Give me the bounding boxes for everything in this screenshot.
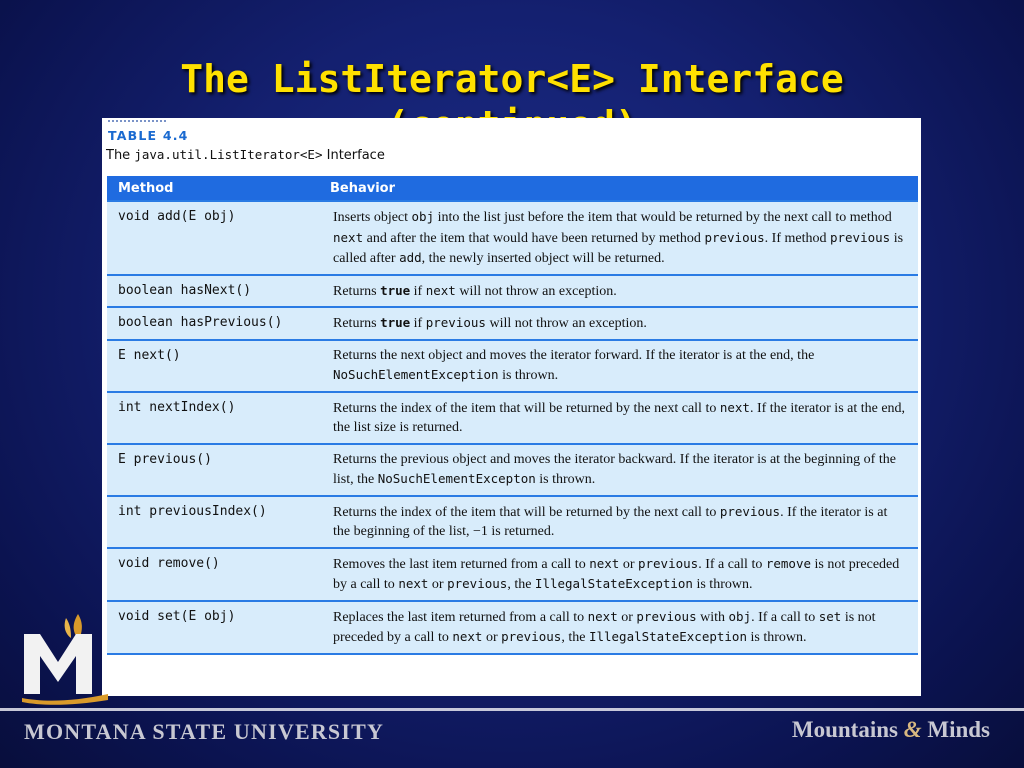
code-term: next bbox=[587, 608, 618, 624]
behavior-cell bbox=[319, 275, 918, 308]
behavior-cell bbox=[319, 444, 918, 496]
caption-code: java.util.ListIterator<E> bbox=[134, 147, 323, 162]
behavior-text: Replaces the last item returned from a call to bbox=[333, 609, 588, 625]
behavior-cell bbox=[319, 548, 918, 601]
code-term: obj bbox=[411, 209, 435, 224]
behavior-cell bbox=[319, 392, 918, 444]
table-row bbox=[107, 340, 918, 392]
behavior-text: will not throw an exception. bbox=[485, 316, 647, 331]
code-term: next bbox=[719, 399, 750, 415]
code-term: add bbox=[399, 250, 422, 265]
method-cell: E previous() bbox=[107, 444, 319, 496]
slide-title-line-1: The ListIterator<E> Interface bbox=[180, 57, 844, 101]
method-table bbox=[107, 176, 918, 655]
code-term: next bbox=[589, 555, 620, 571]
tagline-minds: Minds bbox=[927, 717, 990, 742]
caption-prefix: The bbox=[106, 148, 131, 163]
table-row bbox=[107, 201, 918, 275]
table-row bbox=[107, 275, 918, 308]
footer-tagline bbox=[792, 717, 990, 743]
behavior-text: is thrown. bbox=[498, 368, 559, 383]
table-panel bbox=[102, 118, 921, 696]
behavior-text: . If a call to bbox=[698, 556, 766, 572]
table-row bbox=[107, 444, 918, 496]
table-header-row bbox=[107, 176, 918, 201]
behavior-text: . If the iterator is at the end, the list size is returned. bbox=[333, 400, 906, 435]
behavior-text: if bbox=[410, 283, 426, 299]
code-term: next bbox=[425, 282, 456, 298]
behavior-text: is called after bbox=[333, 230, 904, 266]
code-term: set bbox=[818, 608, 842, 624]
table-row bbox=[107, 496, 918, 548]
behavior-cell bbox=[319, 496, 918, 548]
behavior-text: , the newly inserted object will be returned. bbox=[421, 251, 665, 266]
behavior-text: is thrown. bbox=[746, 630, 807, 645]
footer-divider bbox=[0, 708, 1024, 711]
tagline-ampersand: & bbox=[903, 717, 922, 742]
code-term: previous bbox=[501, 629, 562, 644]
table-number: TABLE 4.4 bbox=[108, 128, 189, 143]
code-term: previous bbox=[829, 229, 891, 245]
caption-suffix: Interface bbox=[326, 148, 385, 163]
behavior-text: is not preceded by a call to bbox=[333, 609, 876, 645]
method-cell: boolean hasPrevious() bbox=[107, 307, 319, 340]
method-cell: E next() bbox=[107, 340, 319, 392]
msu-logo-icon bbox=[22, 606, 112, 706]
code-term: previous bbox=[637, 555, 699, 571]
behavior-text: . If a call to bbox=[751, 609, 819, 625]
behavior-text: will not throw an exception. bbox=[455, 283, 617, 299]
behavior-text: is thrown. bbox=[535, 472, 596, 487]
code-term: remove bbox=[765, 555, 811, 571]
method-cell: void set(E obj) bbox=[107, 601, 319, 654]
behavior-text: Returns the index of the item that will be returned by the next call to bbox=[333, 400, 720, 416]
behavior-text: Removes the last item returned from a call to bbox=[333, 556, 590, 572]
tagline-mountains: Mountains bbox=[791, 717, 898, 742]
behavior-text: . If method bbox=[764, 230, 830, 246]
table-row bbox=[107, 392, 918, 444]
code-term: true bbox=[380, 282, 411, 298]
code-term: NoSuchElementException bbox=[333, 367, 499, 382]
behavior-cell bbox=[319, 601, 918, 654]
method-cell: void remove() bbox=[107, 548, 319, 601]
behavior-text: is thrown. bbox=[692, 577, 753, 592]
code-term: IllegalStateException bbox=[588, 629, 747, 644]
behavior-text: into the list just before the item that would be returned by the next call to method bbox=[434, 210, 892, 225]
behavior-text: Returns bbox=[333, 283, 381, 299]
code-term: next bbox=[398, 576, 429, 591]
behavior-text: Returns the previous object and moves the iterator backward. If the iterator is at the beginning of the list, the bbox=[333, 451, 896, 487]
behavior-text: Returns bbox=[333, 316, 381, 331]
behavior-text: or bbox=[617, 609, 637, 625]
footer-university: MONTANA STATE UNIVERSITY bbox=[24, 719, 385, 744]
behavior-text: with bbox=[696, 609, 729, 625]
code-term: previous bbox=[636, 608, 697, 624]
behavior-text: Returns the index of the item that will be returned by the next call to bbox=[333, 504, 720, 520]
behavior-text: is not preceded by a call to bbox=[333, 556, 900, 592]
header-method: Method bbox=[107, 176, 319, 201]
table-row bbox=[107, 548, 918, 601]
table-row bbox=[107, 601, 918, 654]
behavior-text: or bbox=[482, 630, 502, 645]
method-cell: boolean hasNext() bbox=[107, 275, 319, 308]
dotted-rule bbox=[108, 120, 166, 122]
code-term: previous bbox=[719, 503, 781, 519]
code-term: true bbox=[380, 315, 411, 330]
table-caption bbox=[106, 147, 385, 163]
code-term: next bbox=[452, 629, 483, 644]
code-term: IllegalStateException bbox=[534, 576, 693, 591]
behavior-text: or bbox=[428, 577, 448, 592]
header-behavior: Behavior bbox=[319, 176, 918, 201]
behavior-text: or bbox=[619, 556, 638, 572]
method-cell: int previousIndex() bbox=[107, 496, 319, 548]
behavior-text: and after the item that would have been returned by method bbox=[363, 230, 705, 246]
behavior-text: Inserts object bbox=[333, 210, 412, 225]
code-term: obj bbox=[728, 608, 752, 624]
code-term: previous bbox=[425, 315, 486, 330]
behavior-text: , the bbox=[507, 577, 535, 592]
behavior-cell bbox=[319, 340, 918, 392]
behavior-text: if bbox=[410, 316, 426, 331]
behavior-cell bbox=[319, 201, 918, 275]
code-term: NoSuchElementExcepton bbox=[377, 471, 536, 486]
code-term: previous bbox=[704, 229, 765, 245]
behavior-text: , the bbox=[561, 630, 589, 645]
behavior-text: Returns the next object and moves the iterator forward. If the iterator is at the end, the bbox=[333, 347, 815, 363]
behavior-cell bbox=[319, 307, 918, 340]
code-term: next bbox=[333, 229, 364, 245]
method-cell: void add(E obj) bbox=[107, 201, 319, 275]
table-row bbox=[107, 307, 918, 340]
code-term: previous bbox=[447, 576, 508, 591]
behavior-text: . If the iterator is at the beginning of the list, −1 is returned. bbox=[333, 504, 888, 539]
method-cell: int nextIndex() bbox=[107, 392, 319, 444]
